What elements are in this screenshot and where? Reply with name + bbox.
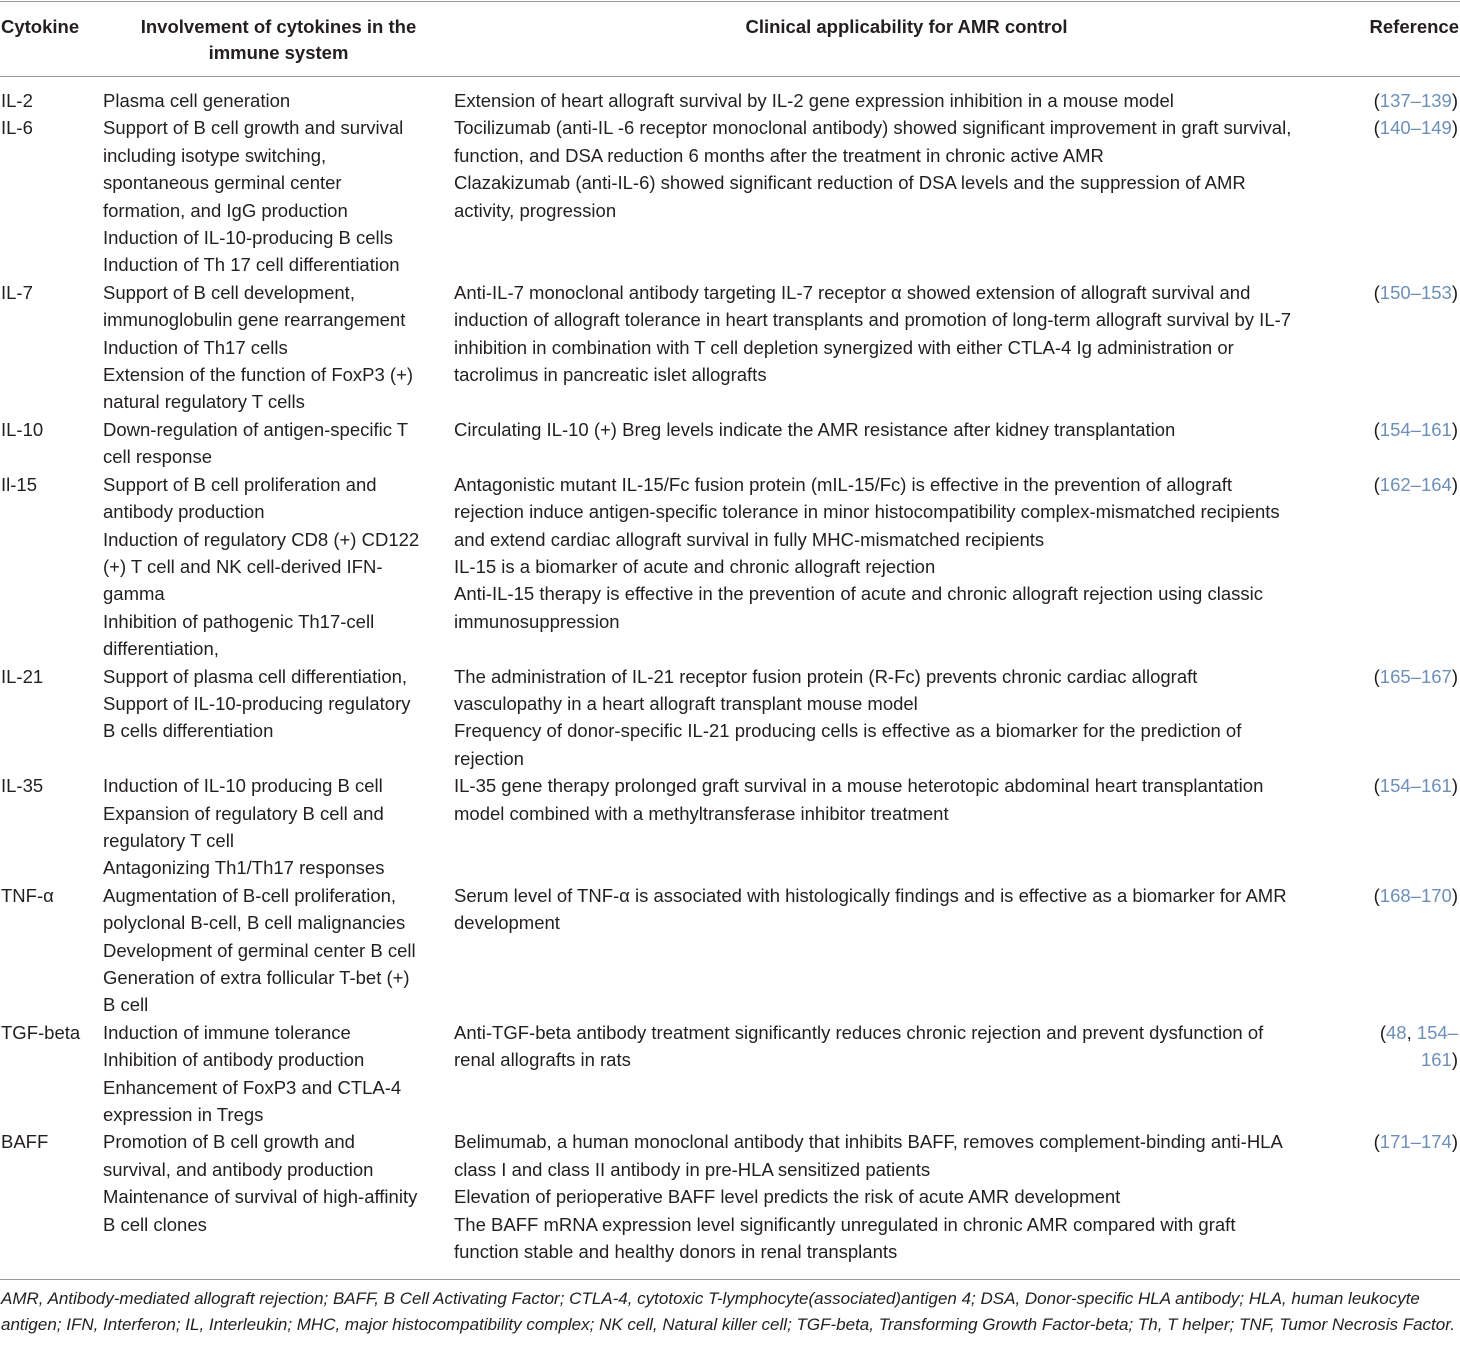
cell-clinical <box>454 663 1359 773</box>
involvement-line: differentiation, <box>103 638 219 660</box>
reference-paren: ( <box>1373 884 1380 906</box>
header-reference: Reference <box>1369 16 1459 37</box>
involvement-line: Generation of extra follicular T-bet (+) <box>103 967 410 988</box>
involvement-line: Augmentation of B-cell proliferation, <box>103 884 397 906</box>
reference-link[interactable]: 161 <box>1420 1049 1452 1071</box>
reference-link[interactable]: 154– <box>1416 1021 1458 1043</box>
involvement-line: cell response <box>103 446 213 468</box>
involvement-line: Maintenance of survival of high-affinity <box>103 1186 418 1208</box>
clinical-line: Extension of heart allograft survival by IL-2 gene expression inhibition in a mouse model <box>454 90 1174 111</box>
involvement-line: formation, and IgG production <box>103 199 348 221</box>
reference-line <box>1359 1046 1458 1073</box>
involvement-line: Induction of immune tolerance <box>103 1021 351 1043</box>
reference-line <box>1359 1019 1458 1046</box>
reference-paren: ( <box>1373 90 1380 111</box>
involvement-line: B cells differentiation <box>103 720 274 742</box>
table-row <box>0 114 1460 278</box>
cell-involvement <box>103 882 454 1019</box>
clinical-line: IL-35 gene therapy prolonged graft survival in a mouse heterotopic abdominal heart transplantation <box>454 775 1264 797</box>
table-row <box>0 882 1460 1019</box>
involvement-line: polyclonal B-cell, B cell malignancies <box>103 912 406 934</box>
involvement-line: (+) T cell and NK cell-derived IFN- <box>103 555 383 577</box>
reference-paren: ) <box>1451 884 1458 906</box>
table-row <box>0 772 1460 882</box>
header-involvement-line-1: Involvement of cytokines in the <box>140 16 417 37</box>
involvement-line: including isotype switching, <box>103 144 327 166</box>
cell-reference <box>1359 416 1460 471</box>
clinical-line: function, and DSA reduction 6 months after the treatment in chronic active AMR <box>454 144 1104 166</box>
reference-link[interactable]: 168–170 <box>1379 884 1452 906</box>
cell-reference <box>1359 114 1460 278</box>
reference-paren: ) <box>1451 117 1458 139</box>
involvement-line: Induction of Th17 cells <box>103 336 288 358</box>
involvement-line: Extension of the function of FoxP3 (+) <box>103 364 414 386</box>
table-row <box>0 279 1460 416</box>
cell-involvement <box>103 1128 454 1268</box>
clinical-line: class I and class II antibody in pre-HLA sensitized patients <box>454 1158 931 1180</box>
table-row <box>0 663 1460 773</box>
involvement-line: Promotion of B cell growth and <box>103 1131 355 1153</box>
reference-paren: ) <box>1451 473 1458 495</box>
reference-link[interactable]: 150–153 <box>1379 281 1452 303</box>
cell-involvement <box>103 772 454 882</box>
reference-line <box>1359 882 1458 909</box>
reference-paren: ( <box>1373 418 1380 440</box>
involvement-line: Support of B cell proliferation and <box>103 473 377 495</box>
reference-link[interactable]: 154–161 <box>1379 775 1452 797</box>
clinical-line: The BAFF mRNA expression level significantly unregulated in chronic AMR compared with graft <box>454 1213 1236 1235</box>
reference-paren: ) <box>1451 90 1458 111</box>
reference-paren: ( <box>1373 473 1380 495</box>
cell-clinical <box>454 1019 1359 1129</box>
involvement-line: antibody production <box>103 501 265 523</box>
reference-paren: ) <box>1451 665 1458 687</box>
footnote-divider <box>0 1279 1460 1280</box>
reference-line <box>1359 114 1458 141</box>
reference-paren: ( <box>1373 775 1380 797</box>
clinical-line: immunosuppression <box>454 610 620 632</box>
table-row <box>0 1019 1460 1129</box>
reference-paren: ( <box>1373 281 1380 303</box>
involvement-line: Inhibition of pathogenic Th17-cell <box>103 610 375 632</box>
cell-reference <box>1359 77 1460 115</box>
clinical-line: tacrolimus in pancreatic islet allografts <box>454 364 767 386</box>
cell-involvement <box>103 663 454 773</box>
reference-line <box>1359 87 1458 114</box>
clinical-line: induction of allograft tolerance in heart transplants and promotion of long-term allograft survival by IL-7 <box>454 309 1292 331</box>
involvement-line: Antagonizing Th1/Th17 responses <box>103 857 385 879</box>
involvement-line: Induction of regulatory CD8 (+) CD122 <box>103 528 420 550</box>
involvement-line: survival, and antibody production <box>103 1158 374 1180</box>
cell-cytokine: IL-2 <box>1 90 33 111</box>
clinical-line: renal allografts in rats <box>454 1049 631 1071</box>
clinical-line: The administration of IL-21 receptor fusion protein (R-Fc) prevents chronic cardiac allograft <box>454 665 1198 687</box>
cell-cytokine: IL-7 <box>1 281 33 303</box>
clinical-line: and extend cardiac allograft survival in fully MHC-mismatched recipients <box>454 528 1045 550</box>
cell-clinical <box>454 1128 1359 1268</box>
clinical-line: function stable and healthy donors in renal transplants <box>454 1241 898 1263</box>
cell-clinical <box>454 471 1359 663</box>
header-involvement-line-2: immune system <box>208 42 349 63</box>
reference-link[interactable]: 140–149 <box>1379 117 1452 139</box>
clinical-line: Anti-TGF-beta antibody treatment significantly reduces chronic rejection and prevent dysfunction of <box>454 1021 1264 1043</box>
cytokine-table <box>0 1 1460 1268</box>
table-row <box>0 77 1460 115</box>
reference-paren: ) <box>1451 775 1458 797</box>
reference-paren: ) <box>1451 1131 1458 1153</box>
involvement-line: Inhibition of antibody production <box>103 1049 365 1071</box>
cell-clinical <box>454 772 1359 882</box>
involvement-line: Induction of IL-10 producing B cell <box>103 775 383 797</box>
involvement-line: Induction of Th 17 cell differentiation <box>103 254 400 276</box>
clinical-line: Circulating IL-10 (+) Breg levels indicate the AMR resistance after kidney transplantation <box>454 418 1176 440</box>
reference-link[interactable]: 171–174 <box>1379 1131 1452 1153</box>
involvement-line: Development of germinal center B cell <box>103 939 416 961</box>
header-cytokine: Cytokine <box>1 16 80 37</box>
clinical-line: Elevation of perioperative BAFF level predicts the risk of acute AMR development <box>454 1186 1121 1208</box>
reference-paren: ) <box>1451 418 1458 440</box>
reference-paren: ( <box>1373 117 1380 139</box>
clinical-line: development <box>454 912 560 934</box>
involvement-line: gamma <box>103 583 165 605</box>
clinical-line: Anti-IL-15 therapy is effective in the prevention of acute and chronic allograft rejection using classic <box>454 583 1263 605</box>
cell-involvement <box>103 279 454 416</box>
cell-reference <box>1359 1019 1460 1129</box>
involvement-line: Plasma cell generation <box>103 90 291 111</box>
cell-cytokine: TNF-α <box>1 884 54 906</box>
cell-clinical <box>454 114 1359 278</box>
clinical-line: Tocilizumab (anti-IL -6 receptor monoclonal antibody) showed significant improvement in graft survival, <box>454 117 1292 139</box>
cell-reference <box>1359 1128 1460 1268</box>
cell-reference <box>1359 663 1460 773</box>
involvement-line: Support of IL-10-producing regulatory <box>103 692 411 714</box>
clinical-line: Serum level of TNF-α is associated with histologically findings and is effective as a biomarker for AMR <box>454 884 1287 906</box>
clinical-line: Clazakizumab (anti-IL-6) showed significant reduction of DSA levels and the suppression of AMR <box>454 172 1246 194</box>
reference-line <box>1359 1128 1458 1155</box>
involvement-line: natural regulatory T cells <box>103 391 305 413</box>
cell-clinical <box>454 416 1359 471</box>
cell-cytokine: IL-6 <box>1 117 33 139</box>
clinical-line: Anti-IL-7 monoclonal antibody targeting IL-7 receptor α showed extension of allograft survival and <box>454 281 1251 303</box>
involvement-line: B cell <box>103 994 149 1016</box>
involvement-line: Enhancement of FoxP3 and CTLA-4 <box>103 1076 402 1098</box>
clinical-line: Frequency of donor-specific IL-21 producing cells is effective as a biomarker for the prediction of <box>454 720 1242 742</box>
clinical-line: Antagonistic mutant IL-15/Fc fusion protein (mIL-15/Fc) is effective in the prevention of allograft <box>454 473 1233 495</box>
reference-line <box>1359 772 1458 799</box>
clinical-line: inhibition in combination with T cell depletion synergized with either CTLA-4 Ig administration or <box>454 336 1234 358</box>
table-row <box>0 416 1460 471</box>
reference-paren: ( <box>1379 1021 1386 1043</box>
involvement-line: regulatory T cell <box>103 829 234 851</box>
cell-involvement <box>103 77 454 115</box>
reference-link[interactable]: 162–164 <box>1379 473 1452 495</box>
reference-separator: , <box>1406 1021 1417 1043</box>
clinical-line: IL-15 is a biomarker of acute and chronic allograft rejection <box>454 555 936 577</box>
clinical-line: rejection <box>454 747 524 769</box>
reference-line <box>1359 663 1458 690</box>
involvement-line: Support of plasma cell differentiation, <box>103 665 408 687</box>
reference-line <box>1359 416 1458 443</box>
cell-reference <box>1359 772 1460 882</box>
reference-paren: ( <box>1373 665 1380 687</box>
clinical-line: model combined with a methyltransferase inhibitor treatment <box>454 802 949 824</box>
header-clinical: Clinical applicability for AMR control <box>745 16 1068 37</box>
involvement-line: Support of B cell growth and survival <box>103 117 404 139</box>
header-involvement <box>103 2 454 77</box>
table-header-row <box>0 2 1460 77</box>
cell-clinical <box>454 279 1359 416</box>
reference-paren: ( <box>1373 1131 1380 1153</box>
cell-reference <box>1359 882 1460 1019</box>
table-footnote: AMR, Antibody-mediated allograft rejection; BAFF, B Cell Activating Factor; CTLA-4, cytotoxic T-lymphocyte(associated)antigen 4; DSA, Donor-specific HLA antibody; HLA, human leukocyte antigen; IFN, Interferon; IL, Interleukin; MHC, major histocompatibility complex; NK cell, Natural killer cell; TGF-beta, Transforming Growth Factor-beta; Th, T helper; TNF, Tumor Necrosis Factor. <box>1 1289 1455 1334</box>
reference-line <box>1359 471 1458 498</box>
reference-link[interactable]: 48 <box>1385 1021 1407 1043</box>
cell-cytokine: IL-21 <box>1 665 44 687</box>
involvement-line: B cell clones <box>103 1213 207 1235</box>
cell-cytokine: TGF-beta <box>1 1021 81 1043</box>
involvement-line: immunoglobulin gene rearrangement <box>103 309 406 331</box>
reference-link[interactable]: 165–167 <box>1379 665 1452 687</box>
reference-line <box>1359 279 1458 306</box>
reference-paren: ) <box>1451 281 1458 303</box>
cell-cytokine: Il-15 <box>1 473 37 495</box>
cell-cytokine: BAFF <box>1 1131 49 1153</box>
cell-involvement <box>103 471 454 663</box>
table-row <box>0 471 1460 663</box>
table-row <box>0 1128 1460 1268</box>
cell-cytokine: IL-10 <box>1 418 44 440</box>
clinical-line: rejection induce antigen-specific tolerance in minor histocompatibility complex-mismatched recipients <box>454 501 1280 523</box>
cell-clinical <box>454 77 1359 115</box>
cell-cytokine: IL-35 <box>1 775 44 797</box>
involvement-line: Down-regulation of antigen-specific T <box>103 418 409 440</box>
reference-paren: ) <box>1451 1049 1458 1071</box>
clinical-line: Belimumab, a human monoclonal antibody that inhibits BAFF, removes complement-binding anti-HLA <box>454 1131 1283 1153</box>
involvement-line: expression in Tregs <box>103 1104 264 1126</box>
cell-involvement <box>103 416 454 471</box>
involvement-line: spontaneous germinal center <box>103 172 342 194</box>
reference-link[interactable]: 137–139 <box>1379 90 1452 111</box>
involvement-line: Expansion of regulatory B cell and <box>103 802 384 824</box>
cell-involvement <box>103 1019 454 1129</box>
reference-link[interactable]: 154–161 <box>1379 418 1452 440</box>
cell-reference <box>1359 279 1460 416</box>
cell-involvement <box>103 114 454 278</box>
cell-reference <box>1359 471 1460 663</box>
involvement-line: Support of B cell development, <box>103 281 355 303</box>
cell-clinical <box>454 882 1359 1019</box>
table-body <box>0 77 1460 1269</box>
involvement-line: Induction of IL-10-producing B cells <box>103 227 394 249</box>
clinical-line: activity, progression <box>454 199 617 221</box>
clinical-line: vasculopathy in a heart allograft transplant mouse model <box>454 692 918 714</box>
